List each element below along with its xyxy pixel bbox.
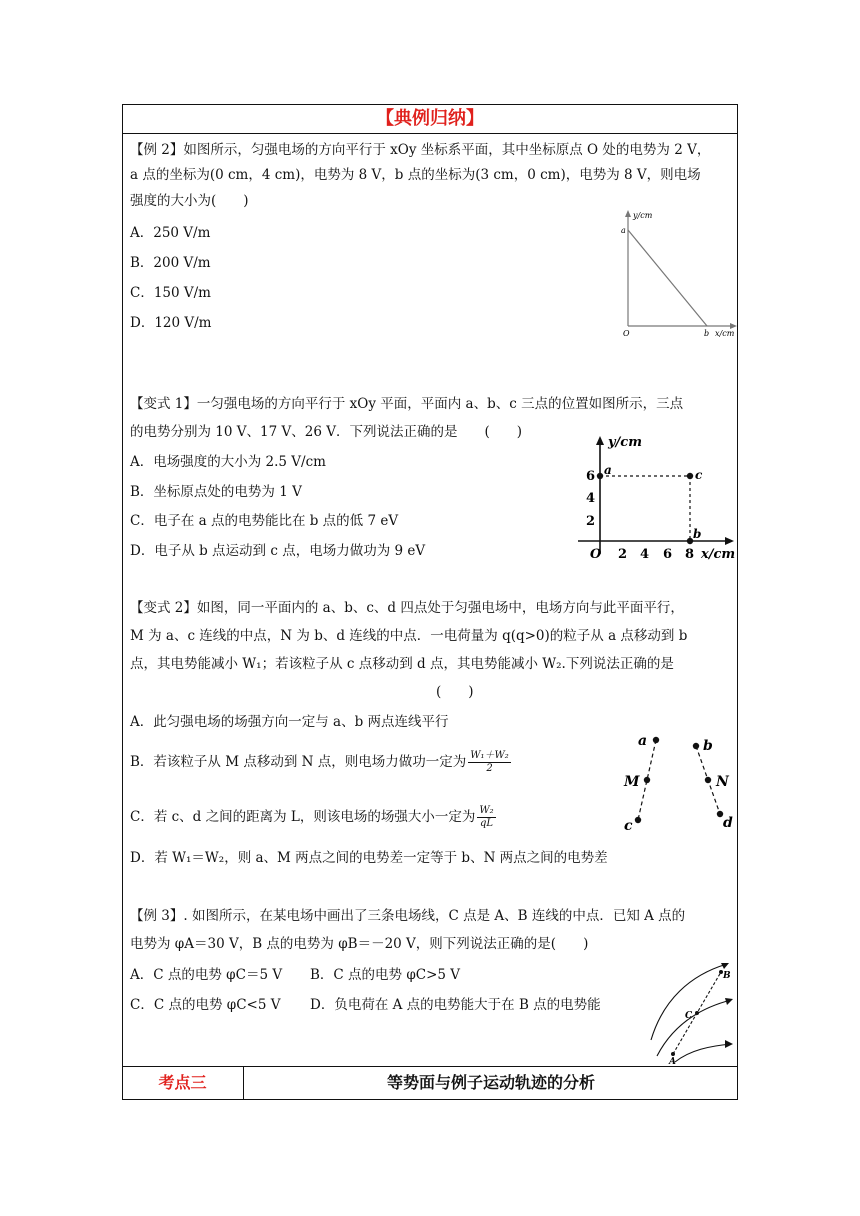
var2-line1: 【变式 2】如图，同一平面内的 a、b、c、d 四点处于匀强电场中，电场方向与此平面平行， [130, 600, 684, 616]
header-divider [122, 133, 738, 134]
var2-option-b-denominator: 2 [486, 763, 493, 774]
ex2-line1: 【例 2】如图所示，匀强电场的方向平行于 xOy 坐标系平面，其中坐标原点 O 处的电势为 2 V， [130, 142, 711, 158]
var2-option-c [130, 805, 496, 830]
var2-option-c-text: C．若 c、d 之间的距离为 L，则该电场的场强大小一定为 [130, 809, 476, 825]
var1-x-tick-2: 2 [618, 547, 628, 562]
ex2-origin: O [623, 329, 630, 338]
var2-line2: M 为 a、c 连线的中点，N 为 b、d 连线的中点．一电荷量为 q(q>0)的粒子从 a 点移动到 b [130, 628, 688, 644]
ex3-option-a: A．C 点的电势 φC＝5 V [130, 967, 283, 983]
ex3-option-b: B．C 点的电势 φC>5 V [310, 967, 461, 983]
var2-figure [620, 730, 745, 835]
var1-option-d: D．电子从 b 点运动到 c 点，电场力做功为 9 eV [130, 543, 426, 559]
var1-x-tick-8: 8 [685, 547, 695, 562]
var2-option-b [130, 750, 511, 775]
ex2-option-a: A．250 V/m [130, 225, 211, 241]
ex3-line2: 电势为 φA＝30 V，B 点的电势为 φB＝－20 V，则下列说法正确的是( ) [130, 936, 589, 952]
var1-origin: O [590, 547, 602, 562]
footer-topic-label: 考点三 [158, 1073, 207, 1092]
var1-point-a: a [604, 463, 612, 477]
var2-point-c: c [624, 818, 633, 834]
var1-x-tick-4: 4 [640, 547, 650, 562]
section-header: 【典例归纳】 [376, 108, 484, 129]
var1-point-c: c [695, 468, 703, 482]
var2-line3: 点，其电势能减小 W₁；若该粒子从 c 点移动到 d 点，其电势能减小 W₂.下列说法正确的是 [130, 656, 674, 672]
ex2-y-label: y/cm [633, 211, 653, 220]
var1-y-label: y/cm [608, 435, 642, 450]
var2-option-a: A．此匀强电场的场强方向一定与 a、b 两点连线平行 [130, 714, 449, 730]
var1-y-tick-6: 6 [586, 469, 596, 484]
var2-option-b-numerator: W₁＋W₂ [470, 750, 509, 761]
ex2-point-a: a [621, 226, 626, 235]
var1-line2: 的电势分别为 10 V、17 V、26 V．下列说法正确的是 ( ) [130, 424, 522, 440]
var2-option-d: D．若 W₁＝W₂，则 a、M 两点之间的电势差一定等于 b、N 两点之间的电势差 [130, 850, 608, 866]
var2-option-c-numerator: W₂ [479, 805, 494, 816]
ex3-option-d: D．负电荷在 A 点的电势能大于在 B 点的电势能 [310, 997, 601, 1013]
ex2-line2: a 点的坐标为(0 cm，4 cm)，电势为 8 V，b 点的坐标为(3 cm，0 cm)，电势为 8 V，则电场 [130, 167, 701, 183]
var1-x-tick-6: 6 [663, 547, 673, 562]
var1-point-b: b [693, 527, 702, 541]
var1-option-a: A．电场强度的大小为 2.5 V/cm [130, 454, 326, 470]
ex3-point-a: A [669, 1057, 676, 1067]
ex3-point-c: C [685, 1011, 693, 1021]
var1-x-label: x/cm [701, 547, 736, 562]
var2-option-b-fraction [468, 750, 511, 775]
var2-point-a: a [638, 733, 648, 749]
var1-option-b: B．坐标原点处的电势为 1 V [130, 484, 302, 500]
ex3-line1: 【例 3】. 如图所示，在某电场中画出了三条电场线，C 点是 A、B 连线的中点．已知 A 点的 [130, 908, 686, 924]
ex2-option-c: C．150 V/m [130, 285, 211, 301]
var1-y-tick-4: 4 [586, 491, 596, 506]
ex2-figure [615, 208, 740, 338]
var1-line1: 【变式 1】一匀强电场的方向平行于 xOy 平面，平面内 a、b、c 三点的位置如图所示，三点 [130, 396, 684, 412]
ex2-line3: 强度的大小为( ) [130, 193, 249, 209]
ex2-x-label: x/cm [715, 329, 735, 338]
var2-point-d: d [723, 815, 733, 831]
var2-option-c-denominator: qL [480, 818, 494, 829]
ex2-option-b: B．200 V/m [130, 255, 211, 271]
var1-figure [576, 434, 741, 564]
ex3-figure [645, 960, 735, 1067]
var2-point-n: N [716, 774, 729, 790]
ex2-point-b: b [704, 329, 710, 338]
var2-line4: ( ) [436, 684, 474, 700]
var2-point-b: b [703, 738, 713, 754]
var1-option-c: C．电子在 a 点的电势能比在 b 点的低 7 eV [130, 513, 399, 529]
ex3-option-c: C．C 点的电势 φC<5 V [130, 997, 281, 1013]
ex2-option-d: D．120 V/m [130, 315, 212, 331]
ex3-point-b: B [723, 971, 731, 981]
var1-y-tick-2: 2 [586, 514, 596, 529]
var2-option-b-text: B．若该粒子从 M 点移动到 N 点，则电场力做功一定为 [130, 754, 467, 770]
var2-option-c-fraction [477, 805, 495, 830]
var2-point-m: M [624, 774, 640, 790]
footer-topic-title: 等势面与例子运动轨迹的分析 [386, 1073, 595, 1092]
